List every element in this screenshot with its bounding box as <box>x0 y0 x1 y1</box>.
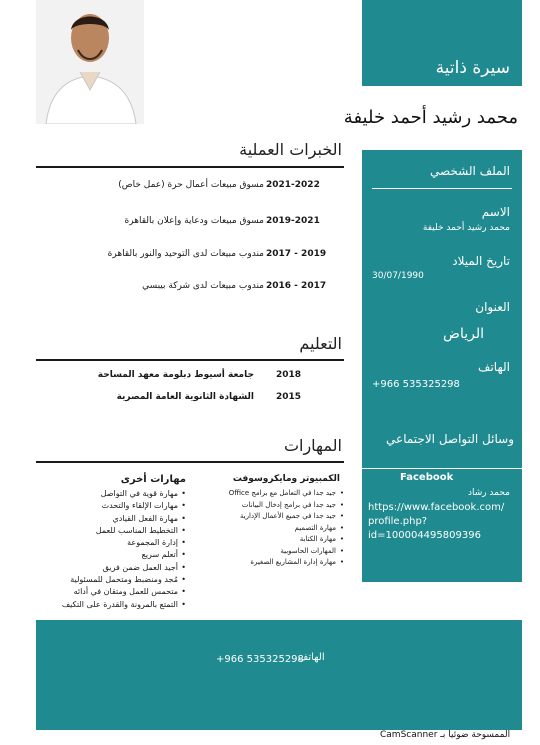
address-label: العنوان <box>475 300 510 314</box>
profile-photo <box>36 0 144 124</box>
name-value: محمد رشيد أحمد خليفة <box>422 223 510 233</box>
other-skill: أتعلم سريع • <box>50 549 178 561</box>
experience-desc: مسوق مبيعات ودعاية وإعلان بالقاهرة <box>124 216 264 226</box>
other-skill: إدارة المجموعة • <box>50 537 178 549</box>
experience-row <box>40 216 340 230</box>
other-skill: أجيد العمل ضمن فريق • <box>50 562 178 574</box>
skills-rule <box>36 461 344 463</box>
other-skill: مهارة الفعل القيادي • <box>50 513 178 525</box>
experience-years: 2019-2021 <box>266 216 320 226</box>
full-name: محمد رشيد أحمد خليفة <box>343 107 518 128</box>
facebook-label: Facebook <box>400 472 454 483</box>
phone-label: الهاتف <box>478 360 510 374</box>
education-desc: الشهادة الثانوية العامة المصرية <box>116 392 254 402</box>
other-skills-list <box>50 488 178 611</box>
other-skill: مهارة قوية في التواصل • <box>50 488 178 500</box>
facebook-url-line-1[interactable]: https://www.facebook.com/ <box>368 502 505 513</box>
experience-years: 2016 - 2017 <box>266 281 327 291</box>
computer-skill: جيد جدا في برامج إدخال البيانات • <box>200 500 336 512</box>
footer-phone-label: الهاتف <box>298 652 325 663</box>
computer-skill: مهارة إدارة المشاريع الصغيرة • <box>200 557 336 569</box>
computer-skill: جيد جدا في جميع الأعمال الإدارية • <box>200 511 336 523</box>
experience-years: 2021-2022 <box>266 180 320 190</box>
computer-skills-heading: الكمبيوتر ومايكروسوفت <box>232 474 340 484</box>
sidebar <box>362 150 522 582</box>
experience-rule <box>36 166 344 168</box>
experience-desc: مندوب مبيعات لدى التوحيد والنور بالقاهرة <box>107 249 264 259</box>
experience-years: 2017 - 2019 <box>266 249 327 259</box>
education-desc: جامعة أسيوط دبلومة معهد المساحة <box>97 370 254 380</box>
social-heading: وسائل التواصل الاجتماعي <box>386 432 514 446</box>
scanner-watermark: الممسوحة ضوئيا بـ CamScanner <box>380 730 511 740</box>
education-row <box>40 370 340 384</box>
education-rule <box>36 359 344 361</box>
phone-value: +966 535325298 <box>372 379 460 390</box>
profile-heading: الملف الشخصي <box>430 164 510 178</box>
facebook-url-line-2[interactable]: profile.php? <box>368 516 428 527</box>
name-label: الاسم <box>481 205 510 219</box>
experience-title: الخبرات العملية <box>239 140 342 159</box>
divider <box>372 188 512 189</box>
education-row <box>40 392 340 406</box>
other-skill: مهارات الإلقاء والتحدث • <box>50 500 178 512</box>
education-year: 2015 <box>276 392 302 402</box>
experience-desc: مسوق مبيعات أعمال حرة (عمل خاص) <box>118 180 264 190</box>
other-skill: التمتع بالمرونة والقدرة على التكيف • <box>50 599 178 611</box>
computer-skill: جيد جدا في التعامل مع برامج Office • <box>200 488 336 500</box>
address-value: الرياض <box>443 326 484 342</box>
computer-skill: مهارة التصميم • <box>200 523 336 535</box>
education-title: التعليم <box>299 334 342 353</box>
experience-row <box>40 180 340 194</box>
computer-skill: المهارات الحاسوبية • <box>200 546 336 558</box>
footer-band <box>36 620 522 730</box>
other-skill: مُجد ومنضبط ومتحمل للمسئولية • <box>50 574 178 586</box>
other-skill: متحمس للعمل ومتقان في أدائه • <box>50 586 178 598</box>
facebook-name: محمد رشاد <box>467 488 510 498</box>
other-skills-heading: مهارات أخرى <box>120 474 186 485</box>
resume-title: سيرة ذاتية <box>435 58 510 78</box>
education-year: 2018 <box>276 370 302 380</box>
footer-phone-value: +966 535325298 <box>216 654 304 665</box>
experience-row <box>40 249 340 263</box>
skills-title: المهارات <box>283 436 342 455</box>
experience-desc: مندوب مبيعات لدى شركة بيبسي <box>142 281 264 291</box>
birth-value: 30/07/1990 <box>372 271 424 281</box>
computer-skill: مهارة الكتابة • <box>200 534 336 546</box>
computer-skills-list <box>200 488 336 569</box>
experience-row <box>40 281 340 295</box>
other-skill: التخطيط المناسب للعمل • <box>50 525 178 537</box>
facebook-url-line-3[interactable]: id=100004495809396 <box>368 530 481 541</box>
birth-label: تاريخ الميلاد <box>452 254 510 268</box>
